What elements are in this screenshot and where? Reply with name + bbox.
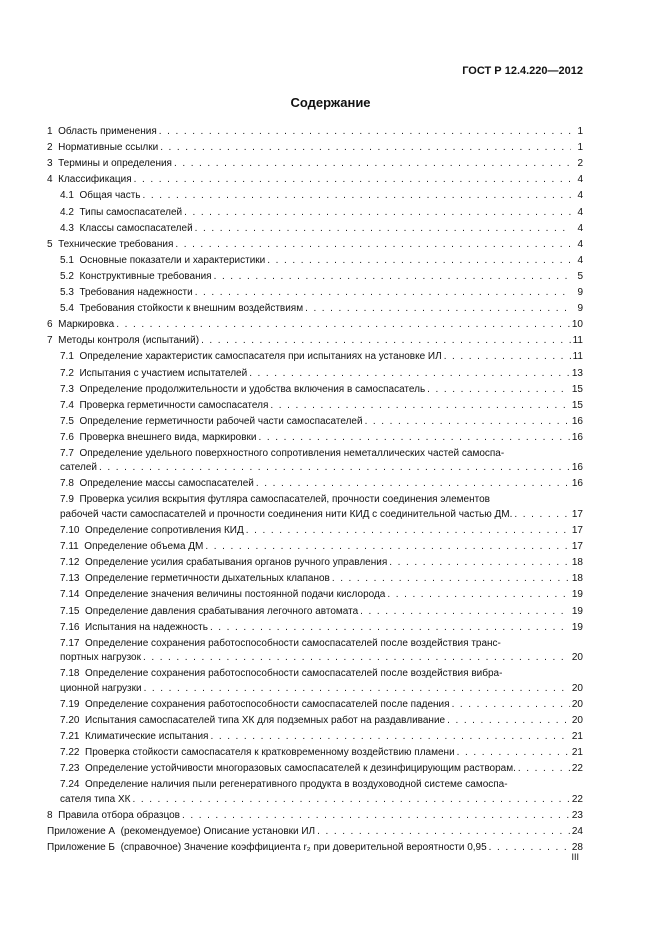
toc-entry-number: 4.1: [60, 190, 74, 202]
toc-entry-text: 7.9 Проверка усилия вскрытия футляра самоспасателей, прочности соединения элементов: [60, 494, 490, 506]
toc-entry[interactable]: [47, 618, 583, 634]
toc-entry-page: 19: [571, 589, 583, 601]
toc-entry[interactable]: [47, 186, 583, 202]
toc-entry[interactable]: [47, 777, 583, 806]
toc-entry-number: 7.2: [60, 367, 74, 379]
toc-entry-text: 5.3 Требования надежности: [60, 287, 193, 299]
toc-entry-text: 6 Маркировка: [47, 319, 115, 331]
toc-entry-page: 10: [571, 319, 583, 331]
toc-entry-number: 7.8: [60, 478, 74, 490]
toc-entry-page: 9: [577, 287, 583, 299]
toc-entry-page: 16: [571, 431, 583, 443]
toc-entry[interactable]: [47, 363, 583, 379]
toc-entry-page: 11: [572, 335, 583, 347]
toc-entry-text: 7 Методы контроля (испытаний): [47, 335, 200, 347]
toc-entry-text: 1 Область применения: [47, 126, 157, 138]
toc-entry-number: 7.24: [60, 779, 80, 791]
toc-entry-number: 7.11: [60, 541, 79, 553]
toc-entry-number: 7.15: [60, 605, 80, 617]
dot-leader: [159, 126, 571, 138]
toc-entry-number: 7.20: [60, 714, 80, 726]
toc-entry-number: 7.6: [60, 431, 74, 443]
toc-entry[interactable]: [47, 759, 583, 775]
toc-entry-number: 1: [47, 126, 53, 138]
dot-leader: [249, 368, 570, 380]
dot-leader: [246, 525, 570, 537]
toc-entry[interactable]: [47, 219, 583, 235]
toc-entry-text: 7.8 Определение массы самоспасателей: [60, 478, 254, 490]
toc-entry[interactable]: [47, 695, 583, 711]
dot-leader: [365, 416, 570, 428]
dot-leader: [389, 557, 570, 569]
toc-entry-text: 7.16 Испытания на надежность: [60, 621, 208, 633]
dot-leader: [305, 303, 571, 315]
toc-entry-page: 19: [571, 605, 583, 617]
toc-entry[interactable]: [47, 380, 583, 396]
toc-entry-number: Приложение Б: [47, 841, 115, 853]
toc-entry-page: 17: [571, 508, 583, 520]
toc-entry[interactable]: [47, 474, 583, 490]
dot-leader: [317, 826, 570, 838]
toc-entry-page: 5: [577, 270, 583, 282]
dot-leader: [270, 400, 570, 412]
toc-entry-text: 7.2 Испытания с участием испытателей: [60, 367, 248, 379]
toc-entry[interactable]: [47, 601, 583, 617]
dot-leader: [387, 589, 570, 601]
toc-entry-number: 7.3: [60, 383, 74, 395]
toc-entry[interactable]: [47, 636, 583, 665]
toc-entry-text: Приложение Б (справочное) Значение коэффициента r₂ при доверительной вероятности 0,95: [47, 841, 487, 853]
toc-entry[interactable]: [47, 299, 583, 315]
toc-entry[interactable]: [47, 331, 583, 347]
page-title: Содержание: [290, 95, 371, 110]
toc-entry[interactable]: [47, 202, 583, 218]
toc-entry-page: 16: [571, 462, 583, 474]
toc-entry[interactable]: [47, 267, 583, 283]
toc-entry-page: 19: [571, 621, 583, 633]
toc-entry-page: 1: [577, 142, 583, 154]
toc-entry-page: 16: [571, 415, 583, 427]
toc-entry[interactable]: [47, 553, 583, 569]
toc-entry-number: 5.3: [60, 287, 74, 299]
toc-entry[interactable]: [47, 711, 583, 727]
dot-leader: [210, 731, 569, 743]
toc-entry-text: 7.1 Определение характеристик самоспасателя при испытаниях на установке ИЛ: [60, 351, 442, 363]
toc-entry-text: Приложение А (рекомендуемое) Описание установки ИЛ: [47, 825, 316, 837]
toc-entry-page: 15: [571, 383, 583, 395]
toc-entry-page: 28: [571, 841, 583, 853]
toc-entry-number: 7.4: [60, 399, 74, 411]
dot-leader: [132, 794, 569, 806]
toc-entry-number: 4.3: [60, 222, 74, 234]
dot-leader: [518, 763, 570, 775]
toc-entry-number: 4.2: [60, 206, 74, 218]
dot-leader: [444, 351, 571, 363]
toc-entry-number: 7.10: [60, 525, 80, 537]
toc-entry-page: 20: [571, 714, 583, 726]
toc-entry-page: 4: [577, 222, 583, 234]
toc-entry-number: 4: [47, 174, 53, 186]
dot-leader: [195, 223, 571, 235]
toc-entry-text: 5.2 Конструктивные требования: [60, 270, 212, 282]
toc-entry-text-continued: сателей: [60, 462, 98, 474]
dot-leader: [457, 747, 570, 759]
toc-entry[interactable]: [47, 347, 583, 363]
toc-entry[interactable]: [47, 428, 583, 444]
toc-entry[interactable]: [47, 154, 583, 170]
toc-entry-page: 4: [577, 174, 583, 186]
toc-entry-number: 7: [47, 335, 53, 347]
toc-entry-page: 21: [571, 730, 583, 742]
toc-entry-page: 22: [571, 763, 583, 775]
toc-entry[interactable]: [47, 822, 583, 838]
toc-entry-page: 23: [571, 809, 583, 821]
toc-entry-number: 7.23: [60, 763, 80, 775]
dot-leader: [489, 842, 570, 854]
toc-entry-number: 7.19: [60, 698, 80, 710]
toc-entry-text-continued: портных нагрузок: [60, 652, 141, 664]
dot-leader: [134, 174, 571, 186]
dot-leader: [214, 271, 571, 283]
dot-leader: [332, 573, 570, 585]
toc-entry-page: 4: [577, 206, 583, 218]
toc-entry-text: 7.12 Определение усилия срабатывания органов ручного управления: [60, 557, 388, 569]
toc-entry-number: 2: [47, 142, 53, 154]
toc-entry-text: 7.23 Определение устойчивости многоразовых самоспасателей к дезинфицирующим растворам.: [60, 763, 516, 775]
toc-entry[interactable]: [47, 666, 583, 695]
toc-entry-text: 7.18 Определение сохранения работоспособности самоспасателей после воздействия вибра-: [60, 668, 503, 680]
toc-entry[interactable]: [47, 585, 583, 601]
toc-entry-number: 7.14: [60, 589, 80, 601]
toc-entry-text: 7.5 Определение герметичности рабочей части самоспасателей: [60, 415, 363, 427]
toc-entry-page: 18: [571, 557, 583, 569]
dot-leader: [447, 715, 570, 727]
toc-entry-text: 8 Правила отбора образцов: [47, 809, 180, 821]
dot-leader: [182, 810, 570, 822]
dot-leader: [174, 158, 571, 170]
toc-entry-text: 4 Классификация: [47, 174, 132, 186]
toc-entry-number: 7.9: [60, 494, 74, 506]
toc-entry-text: 5.1 Основные показатели и характеристики: [60, 254, 266, 266]
toc-entry-number: 7.18: [60, 668, 80, 680]
toc-entry[interactable]: [47, 251, 583, 267]
toc-entry[interactable]: [47, 743, 583, 759]
toc-entry-text: 7.17 Определение сохранения работоспособности самоспасателей после воздействия транс-: [60, 637, 501, 649]
toc-entry-page: 24: [571, 825, 583, 837]
dot-leader: [175, 239, 571, 251]
toc-entry-text-continued: ционной нагрузки: [60, 682, 142, 694]
toc-entry-number: 7.12: [60, 557, 80, 569]
toc-entry-page: 21: [571, 747, 583, 758]
dot-leader: [210, 622, 570, 634]
toc-entry-page: 18: [571, 573, 583, 585]
toc-entry[interactable]: [47, 838, 583, 854]
dot-leader: [427, 384, 570, 396]
toc-entry-page: 20: [571, 652, 583, 664]
toc-entry-text: 7.14 Определение значения величины постоянной подачи кислорода: [60, 589, 386, 601]
toc-entry-number: 5.1: [60, 254, 74, 266]
toc-entry-text: 7.13 Определение герметичности дыхательных клапанов: [60, 573, 330, 585]
toc-entry-number: 8: [47, 809, 53, 821]
toc-entry[interactable]: [47, 537, 583, 553]
toc-entry-page: 9: [577, 303, 583, 315]
toc-entry[interactable]: [47, 235, 583, 251]
dot-leader: [452, 699, 570, 711]
toc-entry-number: 5: [47, 238, 53, 250]
toc-entry-number: 5.4: [60, 303, 74, 315]
toc-entry-number: 7.1: [60, 351, 74, 363]
toc-entry[interactable]: [47, 122, 583, 138]
toc-entry-page: 2: [577, 158, 583, 170]
toc-entry-page: 20: [571, 698, 583, 710]
toc-entry-text: 3 Термины и определения: [47, 158, 172, 170]
dot-leader: [360, 606, 570, 618]
toc-entry-number: 6: [47, 319, 53, 331]
toc-entry-page: 17: [571, 525, 583, 537]
toc-entry-text: 7.20 Испытания самоспасателей типа ХК для подземных работ на раздавливание: [60, 714, 446, 726]
toc-entry[interactable]: [47, 806, 583, 822]
toc-entry-page: 13: [571, 367, 583, 379]
toc-entry-text: 5.4 Требования стойкости к внешним воздействиям: [60, 303, 304, 315]
toc-entry[interactable]: [47, 283, 583, 299]
toc-entry-number: 7.16: [60, 621, 80, 633]
toc-entry-page: 4: [577, 254, 583, 266]
toc-entry-page: 1: [577, 126, 583, 138]
dot-leader: [143, 652, 570, 664]
toc-entry[interactable]: [47, 396, 583, 412]
toc-entry[interactable]: [47, 446, 583, 475]
toc-entry-text: 4.3 Классы самоспасателей: [60, 222, 193, 234]
toc-entry[interactable]: [47, 412, 583, 428]
toc-entry[interactable]: [47, 569, 583, 585]
toc-entry-page: 20: [571, 682, 583, 694]
toc-entry-text-continued: сателя типа ХК: [60, 793, 131, 805]
dot-leader: [184, 207, 571, 219]
toc-entry-text: 4.2 Типы самоспасателей: [60, 206, 183, 218]
toc-entry-text: 7.10 Определение сопротивления КИД: [60, 525, 244, 537]
dot-leader: [205, 541, 569, 553]
toc-entry-page: 16: [571, 478, 583, 490]
toc-entry-text: 7.6 Проверка внешнего вида, маркировки: [60, 431, 257, 443]
dot-leader: [259, 432, 570, 444]
toc-entry-text: 4.1 Общая часть: [60, 190, 141, 202]
dot-leader: [195, 287, 571, 299]
toc-entry[interactable]: [47, 492, 583, 521]
toc-entry-page: 15: [571, 399, 583, 411]
toc-entry-text: 7.24 Определение наличия пыли регенеративного продукта в воздуховодной системе самоспа-: [60, 779, 508, 791]
toc-entry-number: 5.2: [60, 270, 74, 282]
toc-entry-number: 3: [47, 158, 53, 170]
toc-entry-page: 17: [571, 541, 583, 553]
dot-leader: [99, 462, 570, 474]
dot-leader: [116, 319, 570, 331]
toc-entry-page: 22: [571, 793, 583, 805]
dot-leader: [514, 509, 569, 521]
toc-entry-text: 7.7 Определение удельного поверхностного сопротивления неметаллических частей самоспа-: [60, 447, 505, 459]
toc-entry-text: 7.15 Определение давления срабатывания легочного автомата: [60, 605, 359, 617]
toc-entry-text: 7.22 Проверка стойкости самоспасателя к кратковременному воздействию пламени: [60, 747, 455, 758]
toc-entry-number: 7.7: [60, 447, 74, 459]
dot-leader: [144, 683, 570, 695]
toc-entry[interactable]: [47, 315, 583, 331]
dot-leader: [160, 142, 571, 154]
dot-leader: [256, 478, 570, 490]
toc-entry-text: 7.21 Климатические испытания: [60, 730, 209, 742]
toc-entry-text-continued: рабочей части самоспасателей и прочности соединения нити КИД с соединительной частью ДМ.: [60, 508, 513, 520]
toc-entry-text: 2 Нормативные ссылки: [47, 142, 159, 154]
toc-entry-text: 7.3 Определение продолжительности и удобства включения в самоспасатель: [60, 383, 426, 395]
page-number: III: [571, 852, 579, 862]
toc-entry-text: 5 Технические требования: [47, 238, 174, 250]
toc-entry-text: 7.4 Проверка герметичности самоспасателя: [60, 399, 269, 411]
toc-entry-page: 4: [577, 238, 583, 250]
dot-leader: [201, 335, 571, 347]
dot-leader: [143, 190, 571, 202]
toc-entry-number: 7.22: [60, 747, 80, 758]
document-header: ГОСТ Р 12.4.220—2012: [462, 65, 583, 77]
dot-leader: [267, 255, 571, 267]
toc-entry-number: Приложение А: [47, 825, 116, 837]
toc-entry-page: 4: [577, 190, 583, 202]
toc-entry-text: 7.11 Определение объема ДМ: [60, 541, 204, 553]
toc-entry[interactable]: [47, 727, 583, 743]
toc-entry[interactable]: [47, 170, 583, 186]
toc-entry-number: 7.13: [60, 573, 80, 585]
toc-entry-number: 7.5: [60, 415, 74, 427]
toc-entry-page: 11: [572, 351, 583, 363]
table-of-contents: [47, 122, 583, 854]
toc-entry-text: 7.19 Определение сохранения работоспособности самоспасателей после падения: [60, 698, 450, 710]
toc-entry-number: 7.17: [60, 637, 80, 649]
toc-entry[interactable]: [47, 138, 583, 154]
toc-entry-number: 7.21: [60, 730, 80, 742]
toc-entry[interactable]: [47, 521, 583, 537]
